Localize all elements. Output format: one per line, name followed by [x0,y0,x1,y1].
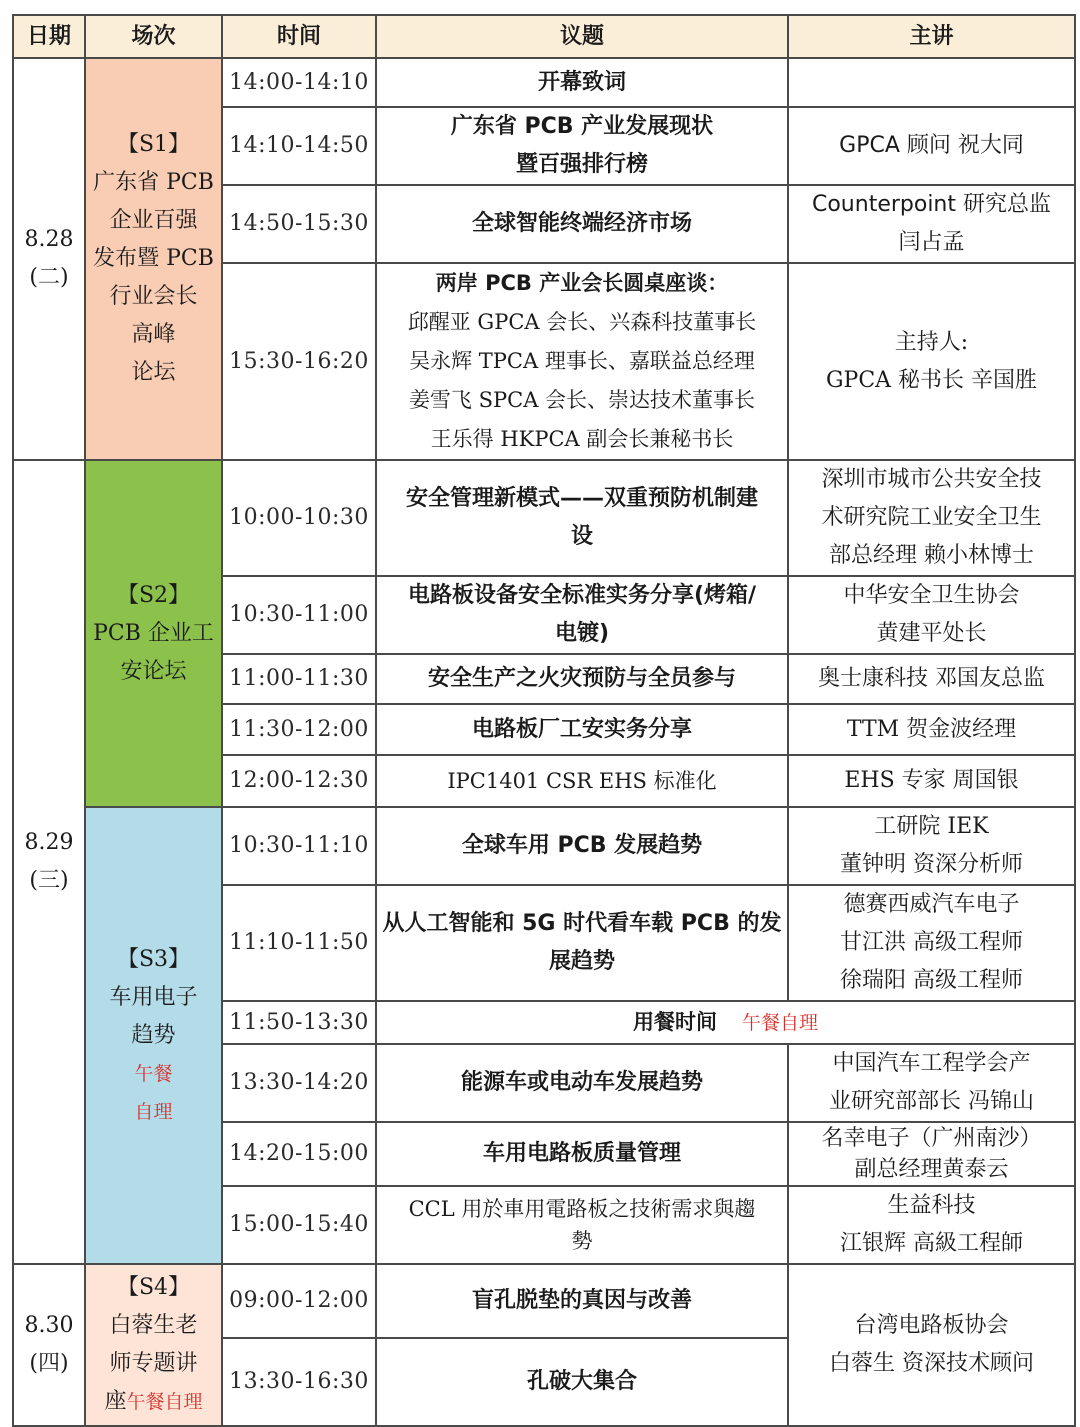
speaker-line: 副总经理黄泰云 [854,1157,1009,1182]
session-name-line: 高峰 [131,322,176,347]
topic-cell [376,1186,788,1264]
topic-cell [376,576,788,654]
topic-line: 勢 [571,1229,593,1253]
date-label: 8.30 [24,1313,74,1338]
topic-cell [376,654,788,704]
speaker-line: 奥士康科技 邓国友总监 [818,666,1045,691]
session-name-last: 座 [104,1389,127,1414]
lunch-note: 午餐 [134,1062,173,1085]
topic-line: 开幕致词 [537,69,626,95]
topic-cell [376,755,788,807]
speaker-cell [788,885,1075,1001]
session-name-line: 车用电子 [109,984,198,1010]
topic-line: 电路板厂工安实务分享 [471,716,692,742]
speaker-cell [788,704,1075,755]
speaker-line: 黄建平处长 [876,621,987,646]
speaker-line: 中华安全卫生协会 [843,583,1020,608]
weekday-label: (二) [29,265,69,290]
weekday-label: (三) [29,868,69,893]
session-name-line: 安论坛 [120,658,187,684]
topic-line: 盲孔脱垫的真因与改善 [471,1288,692,1313]
time-cell: 13:30-16:30 [222,1338,376,1426]
session-name-line: 白蓉生老 [109,1313,198,1338]
speaker-line: 闫占孟 [898,230,965,255]
speaker-cell [788,185,1075,263]
session-name-line: PCB 企业工 [93,620,214,646]
time-cell: 12:00-12:30 [222,755,376,807]
speaker-cell [788,576,1075,654]
session-cell-s2 [85,460,222,807]
topic-line: 邱醒亚 GPCA 会长、兴森科技董事长 [407,310,757,334]
time-cell: 09:00-12:00 [222,1264,376,1338]
topic-cell [376,1122,788,1186]
topic-cell [376,704,788,755]
schedule-table [12,14,1076,1427]
topic-line: 电路板设备安全标准实务分享(烤箱/ [407,583,757,608]
table-row [13,460,1075,576]
table-row [13,58,1075,107]
topic-line: 全球车用 PCB 发展趋势 [461,833,703,858]
table-row [13,1264,1075,1338]
session-cell-s1 [85,58,222,460]
topic-line: 广东省 PCB 产业发展现状 [450,114,714,139]
speaker-cell [788,1264,1075,1426]
header-date: 日期 [13,15,85,58]
time-cell: 13:30-14:20 [222,1044,376,1122]
speaker-line: 董钟明 资深分析师 [840,852,1023,877]
time-cell: 11:50-13:30 [222,1001,376,1044]
speaker-cell [788,654,1075,704]
time-cell: 14:20-15:00 [222,1122,376,1186]
session-name-line: 发布暨 PCB [93,246,214,271]
topic-cell [376,460,788,576]
topic-cell [376,1044,788,1122]
session-code: 【S1】 [116,132,191,157]
header-topic: 议题 [376,15,788,58]
speaker-cell [788,1186,1075,1264]
time-cell: 14:00-14:10 [222,58,376,107]
topic-line: 安全管理新模式——双重预防机制建 [405,486,758,511]
speaker-line: 白蓉生 资深技术顾问 [829,1351,1034,1376]
topic-line: 暨百强排行榜 [515,152,648,177]
lunch-note: 午餐自理 [741,1012,818,1034]
speaker-line: 业研究部部长 冯锦山 [829,1089,1034,1114]
time-cell: 11:00-11:30 [222,654,376,704]
time-cell: 11:30-12:00 [222,704,376,755]
header-session: 场次 [85,15,222,58]
session-name-line [86,1383,221,1421]
speaker-cell [788,807,1075,885]
date-cell-828 [13,58,85,460]
lunch-note: 自理 [134,1100,173,1123]
speaker-line: 主持人: [894,329,969,355]
topic-cell [376,807,788,885]
speaker-line: GPCA 顾问 祝大同 [839,133,1024,158]
date-cell-829 [13,460,85,1264]
time-cell: 11:10-11:50 [222,885,376,1001]
topic-line: 姜雪飞 SPCA 会长、崇达技术董事长 [408,388,756,412]
topic-cell [376,107,788,185]
speaker-cell [788,107,1075,185]
topic-line: 能源车或电动车发展趋势 [460,1070,703,1095]
table-row [13,807,1075,885]
lunch-note: 午餐自理 [126,1391,203,1413]
topic-cell [376,263,788,460]
topic-line: 两岸 PCB 产业会长圆桌座谈： [435,271,729,295]
speaker-line: EHS 专家 周国银 [844,768,1019,793]
lunch-cell [376,1001,1075,1044]
date-cell-830 [13,1264,85,1426]
header-time: 时间 [222,15,376,58]
session-cell-s3 [85,807,222,1264]
topic-line: 设 [570,524,593,549]
header-row [13,15,1075,58]
topic-line: 王乐得 HKPCA 副会长兼秘书长 [430,427,734,451]
topic-cell [376,1338,788,1426]
time-cell: 14:10-14:50 [222,107,376,185]
topic-line: 展趋势 [548,949,615,974]
session-code: 【S4】 [116,1275,191,1300]
time-cell: 10:30-11:10 [222,807,376,885]
topic-line: 从人工智能和 5G 时代看车载 PCB 的发 [382,911,782,936]
speaker-line: GPCA 秘书长 辛国胜 [825,367,1038,393]
speaker-line: 台湾电路板协会 [854,1313,1009,1338]
speaker-line: 德赛西威汽车电子 [843,892,1020,917]
session-name-line: 论坛 [131,360,176,385]
time-cell: 14:50-15:30 [222,185,376,263]
speaker-line: 工研院 IEK [874,814,989,839]
topic-line: 孔破大集合 [526,1369,637,1394]
session-code: 【S2】 [116,582,191,608]
speaker-cell [788,58,1075,107]
session-cell-s4 [85,1264,222,1426]
topic-line: 车用电路板质量管理 [482,1141,681,1166]
session-name-line: 行业会长 [109,284,198,309]
topic-cell [376,185,788,263]
time-cell: 15:00-15:40 [222,1186,376,1264]
speaker-line: 甘江洪 高级工程师 [840,930,1023,955]
speaker-line: 术研究院工业安全卫生 [821,505,1042,530]
weekday-label: (四) [29,1351,69,1376]
topic-line: 吴永辉 TPCA 理事长、嘉联益总经理 [409,349,755,373]
session-name-line: 师专题讲 [109,1351,198,1376]
header-speaker: 主讲 [788,15,1075,58]
speaker-line: 名幸电子（广州南沙） [821,1126,1042,1151]
time-cell: 10:00-10:30 [222,460,376,576]
session-name-line: 企业百强 [109,208,198,233]
speaker-cell [788,1044,1075,1122]
speaker-line: TTM 贺金波经理 [846,716,1017,742]
lunch-label: 用餐时间 [632,1010,717,1034]
session-name-line: 广东省 PCB [93,170,214,195]
topic-cell [376,885,788,1001]
speaker-line: 深圳市城市公共安全技 [821,467,1042,492]
topic-line: 电镀) [554,621,610,646]
date-label: 8.29 [24,830,74,855]
date-label: 8.28 [24,227,74,252]
topic-line: CCL 用於車用電路板之技術需求與趨 [408,1197,756,1221]
time-cell: 15:30-16:20 [222,263,376,460]
topic-line: IPC1401 CSR EHS 标准化 [447,768,717,793]
speaker-line: 生益科技 [887,1193,976,1218]
speaker-line: 中国汽车工程学会产 [832,1051,1031,1076]
speaker-line: Counterpoint 研究总监 [811,192,1051,217]
session-name-line: 趋势 [131,1022,176,1048]
topic-line: 全球智能终端经济市场 [471,211,692,236]
topic-cell [376,1264,788,1338]
speaker-line: 江银辉 高級工程師 [840,1231,1023,1256]
time-cell: 10:30-11:00 [222,576,376,654]
topic-line: 安全生产之火灾预防与全员参与 [427,666,736,691]
speaker-cell [788,263,1075,460]
speaker-cell [788,755,1075,807]
speaker-line: 徐瑞阳 高级工程师 [840,968,1023,993]
speaker-cell [788,1122,1075,1186]
session-code: 【S3】 [116,946,191,972]
speaker-line: 部总经理 赖小林博士 [829,543,1034,568]
topic-cell [376,58,788,107]
speaker-cell [788,460,1075,576]
